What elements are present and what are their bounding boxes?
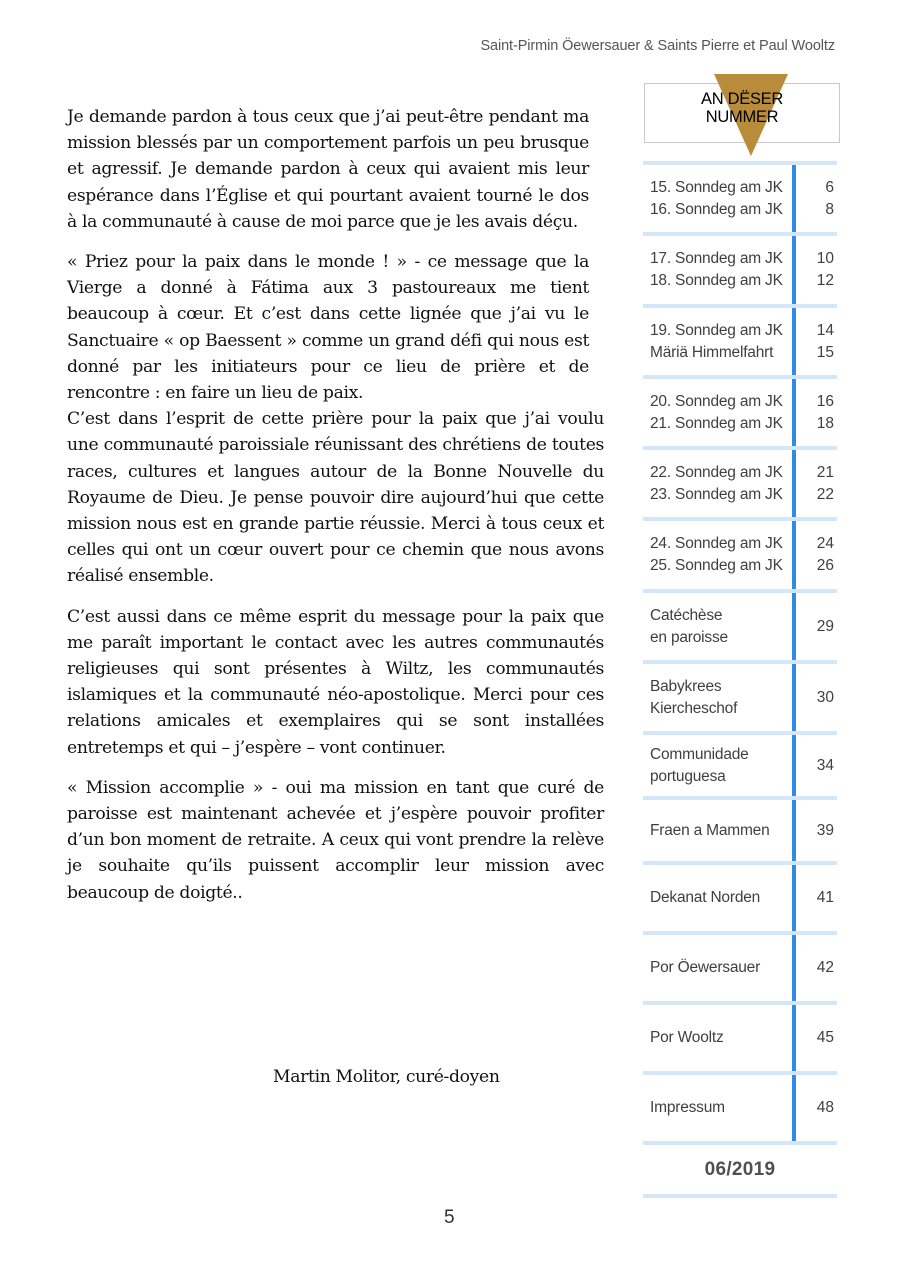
page-number: 5	[444, 1207, 455, 1228]
paragraph-peace-prayer: « Priez pour la paix dans le monde ! » - ce message que la Vierge a donné à Fátima aux 3 pastoureaux me tient beaucoup à cœur. Et c’est dans cette lignée que j’ai vu le Sanctuaire « op Baessent » comme un grand défi qui nous est donné par les initiateurs pour ce lieu de prière et de rencontre : en faire un lieu de paix.	[67, 252, 589, 404]
toc-entry[interactable]: Fraen a Mammen 39	[643, 800, 837, 861]
toc-divider	[643, 1194, 837, 1198]
toc-entry[interactable]: Catéchèse en paroisse 29	[643, 593, 837, 660]
signature: Martin Molitor, curé-doyen	[273, 1067, 500, 1087]
toc-entry[interactable]: 19. Sonndeg am JK Märiä Himmelfahrt 14 15	[643, 308, 837, 375]
table-of-contents	[643, 161, 837, 1198]
paragraph-interfaith: C’est aussi dans ce même esprit du message pour la paix que me paraît important le contact avec les autres communautés religieuses qui sont présentes à Wiltz, les communautés islamiques et la communauté néo-apostolique. Merci pour ces relations amicales et exemplaires qui se sont installées entretemps et qui – j’espère – vont continuer.	[67, 606, 604, 758]
toc-entry[interactable]: 22. Sonndeg am JK 23. Sonndeg am JK 21 22	[643, 450, 837, 517]
issue-date: 06/2019	[704, 1158, 776, 1180]
article-body	[67, 104, 604, 920]
toc-entry[interactable]: Impressum 48	[643, 1075, 837, 1141]
paragraph-apology: Je demande pardon à tous ceux que j’ai peut-être pendant ma mission blessés par un comportement parfois un peu brusque et agressif. Je demande pardon à ceux qui avaient mis leur espérance dans l’Église et qui pourtant avaient tourné le dos à la communauté à cause de moi parce que je les avais déçu.	[67, 107, 589, 232]
paragraph-parish-community: C’est dans l’esprit de cette prière pour la paix que j’ai voulu une communauté paroissiale réunissant des chrétiens de toutes races, cultures et langues autour de la Bonne Nouvelle du Royaume de Dieu. Je pense pouvoir dire aujourd’hui que cette mission nous est en grande partie réussie. Merci à tous ceux et celles qui ont un cœur ouvert pour ce chemin que nous avons réalisé ensemble.	[67, 409, 604, 587]
running-header-title: Saint-Pirmin Öewersauer & Saints Pierre et Paul Wooltz	[480, 38, 835, 54]
toc-entry[interactable]: 20. Sonndeg am JK 21. Sonndeg am JK 16 18	[643, 379, 837, 446]
toc-entry[interactable]: 24. Sonndeg am JK 25. Sonndeg am JK 24 26	[643, 521, 837, 589]
toc-entry[interactable]: Dekanat Norden 41	[643, 865, 837, 931]
toc-entry[interactable]: 15. Sonndeg am JK 16. Sonndeg am JK 6 8	[643, 165, 837, 232]
paragraph-mission-accomplished: « Mission accomplie » - oui ma mission en tant que curé de paroisse est maintenant achevée et j’espère pouvoir profiter d’un bon moment de retraite. A ceux qui vont prendre la relève je souhaite qu’ils puissent accomplir leur mission avec beaucoup de doigté..	[67, 777, 604, 903]
toc-entry[interactable]: Por Wooltz 45	[643, 1005, 837, 1071]
toc-entry[interactable]: 17. Sonndeg am JK 18. Sonndeg am JK 10 12	[643, 236, 837, 304]
toc-entry[interactable]: Por Öewersauer 42	[643, 935, 837, 1001]
in-this-issue-title: AN DËSER NUMMER	[701, 90, 783, 126]
toc-entry[interactable]: Babykrees Kiercheschof 30	[643, 664, 837, 731]
toc-entry[interactable]: Communidade portuguesa 34	[643, 735, 837, 796]
